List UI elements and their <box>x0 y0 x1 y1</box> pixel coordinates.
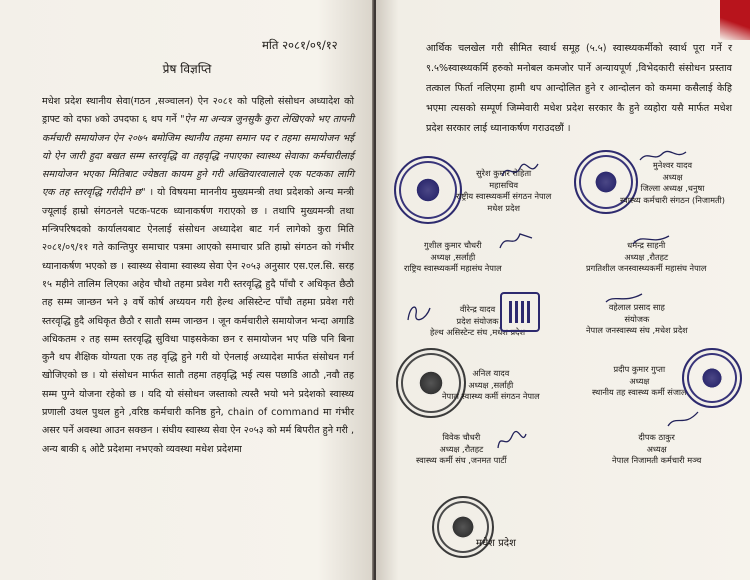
signatory-10-org: नेपाल निजामती कर्मचारी मञ्च <box>612 455 702 465</box>
signatory-7-org: नेपाल स्वास्थ्य कर्मी संगठन नेपाल <box>442 391 540 401</box>
body-before-quote: मधेश प्रदेश स्थानीय सेवा(गठन ,सञ्चालन) ऐन २०८१ को पहिलो संसोधन अध्यादेश को ड्राफ्ट को दफा ४को उपदफा ६ थप गर्ने " <box>42 96 354 126</box>
org-seal-5 <box>500 292 540 332</box>
signatory-3-role: अध्यक्ष ,सर्लाही <box>430 251 476 262</box>
signatory-10 <box>612 432 701 467</box>
signatory-1-name: सुरेश कुमार रोहिता <box>476 168 532 178</box>
press-release-title: प्रेष विज्ञप्ति <box>162 62 212 76</box>
signatory-4-org: प्रगतिशील जनस्वास्थ्यकर्मी महासंघ नेपाल <box>586 263 707 273</box>
signature-mark-5 <box>404 300 432 324</box>
signatory-3 <box>404 240 502 275</box>
signatory-4-name: धमेन्द्र साहनी <box>627 240 666 250</box>
signatory-3-name: गुशील कुमार चौधरी <box>424 240 482 250</box>
signature-mark-3 <box>496 228 536 252</box>
body-after-quote: " । यो विषयमा माननीय मुख्यमन्त्री तथा प्रदेशको अन्य मन्त्री ज्यूलाई हाम्रो संगठनले पटक-पटक ध्यानाकर्षण गराएको छ । तथापि मुख्यमन्त्री तथा मन्त्रिपरिषदको कार्यालयबाट ऐनलाई संसोधन अध्यादेश बाट गर्न लागेको कुरा मिति २०८१/०९/११ गते कान्तिपुर समाचार पत्रमा आएको समाचार प्रति हाम्रो संगठन को गंभीर ध्यानाकर्षण भएको छ । स्वास्थ्य सेवामा स्वास्थ्य सेवा ऐन २०५३ अनुसार एस.एल.सि. सरह १५ महीने तालिम लिएका अहेव चौथो तहमा प्रवेश गरी स्तरवृद्धि हुदै पाँचौ र अधिकृत छैठौ तह सम्म जान्छन भने ३ वर्षे कोर्ष अध्ययन गरी हेल्थ असिस्टेन्ट पाँचौ तहमा प्रवेश गरी स्तरवृद्धि हुदै अधिकृत छैठौ र सातौ सम्म जान्छन । जून कर्मचारीले समायोजन भन्दा अगाडि अधिकतम २ तह सम्म स्तरवृद्धि सुविधा पाइसकेका छन र समायोजन भए पछि पनि बिना कुनै थप शैक्षिक योग्यता एक तह वृद्धि हुने गरी यो ऐनलाई अध्यादेश मार्फत संसोधन गर्न खोजिएको छ । यो संसोधन मार्फत सातौ तहमा तहवृद्धि भई त्यस पछाडि आठौ ,नवौ तह सम्म पुग्ने योजना रहेको छ । यदि यो संसोधन जस्ताको त्यस्तै भयो भने प्रदेशको स्वास्थ्य प्रणाली उथल पुथल हुने ,वरिष्ठ कर्मचारी कनिष्ठ हुने, chain of command मा गंभीर असर पर्ने अवस्था आउन सक्छन । संघीय स्वास्थ्य सेवा ऐन २०५३ को मर्म बिपरीत हुने गरी , अन्य बाकी ६ ओटै प्रदेशमा नभएको व्यवस्था मधेश प्रदेशमा <box>42 187 354 455</box>
signatory-10-name: दीपक ठाकुर <box>638 432 675 442</box>
signatory-7-name: अनिल यादव <box>472 368 510 378</box>
body-quote: ऐन मा अन्यत्र जुनसुकै कुरा लेखिएको भए तापनी कर्मचारी समायोजन ऐन २०७५ बमोजिम स्थानीय तहमा समान पद र तहमा समायोजन भई यो ऐन जारी हुदा बखत सम्म स्तरवृद्धि वा तहवृद्धि नपाएका स्वास्थ्य सेवाका कर्मचारीलाई समायोजन भएका मितिबाट ज्येष्ठता कायम हुने गरी अख्तियारवालाले एक पटकका लागि एक तह स्तरवृद्धि गरीदीने छ <box>42 114 354 199</box>
signature-mark-9 <box>494 430 528 452</box>
signatory-9-name: विवेक चौधरी <box>442 432 481 442</box>
signatory-1-org: राष्ट्रीय स्वास्थ्यकर्मी संगठन नेपाल <box>456 191 552 201</box>
date-label: मति २०८१/०९/१२ <box>262 38 338 52</box>
signature-mark-2 <box>638 148 688 164</box>
org-seal-8 <box>682 348 742 408</box>
signatory-5-name: वीरेन्द्र यादव <box>459 304 496 314</box>
org-seal-1 <box>394 156 462 224</box>
signatory-2-role: अध्यक्ष <box>662 171 683 182</box>
signatory-6-name: वहेलाल प्रसाद साह <box>608 302 665 312</box>
left-page <box>0 0 374 580</box>
left-body-text <box>42 93 354 459</box>
signatory-5-role: प्रदेश संयोजक <box>456 315 499 326</box>
signatory-1-role: महासचिव <box>489 179 519 190</box>
right-page <box>376 0 750 580</box>
signatory-9-role: अध्यक्ष ,रौतहट <box>439 443 484 454</box>
signature-mark-4 <box>631 230 671 248</box>
signatory-6-org: नेपाल जनस्वास्थ्य संघ ,मधेश प्रदेश <box>586 325 688 335</box>
signatory-4-role: अध्यक्ष ,रौतहट <box>624 251 669 262</box>
right-body-text: आर्थिक चलखेल गरी सीमित स्वार्थ समूह (५.५) स्वास्थ्यकर्मीको स्वार्थ पूरा गर्ने र ९.५%स्वास्थ्यकर्मि हरुको मनोबल कमजोर पार्ने अन्यायपूर्ण ,विभेदकारी संसोधन प्रस्ताव तत्काल फिर्ता नलिएमा हामी थप आन्दोलित हुने र आन्दोलन को कममा कसैलाई केहि भएमा त्यसको सम्पूर्ण जिम्मेवारी मधेश प्रदेश सरकार कै हुने व्यहोरा यसै मार्फत मधेश प्रदेश सरकार लाई ध्यानाकर्षण गराउदछौं । <box>426 43 732 134</box>
signatory-2-org2: स्वास्थ्य कर्मचारी संगठन (निजामती) <box>620 194 725 205</box>
signatory-6 <box>586 302 688 337</box>
signatory-5-org: हेल्थ असिस्टेन्ट संघ ,मधेश प्रदेश <box>430 327 526 337</box>
signatory-3-org: राष्ट्रिय स्वास्थ्यकर्मी महासंघ नेपाल <box>404 263 502 273</box>
signatory-8 <box>592 364 687 399</box>
signatory-6-role: संयोजक <box>624 313 650 324</box>
bottom-stamp-label: मधेश प्रदेश <box>476 538 516 549</box>
signature-mark-6 <box>604 290 644 306</box>
signatory-2-name: मुनेश्वर यादव <box>652 160 693 170</box>
signatory-8-name: प्रदीप कुमार गुप्ता <box>613 364 666 374</box>
signatory-8-org: स्थानीय तह स्वास्थ्य कर्मी संजाल <box>592 387 687 397</box>
signatory-10-role: अध्यक्ष <box>646 443 667 454</box>
signatory-8-role: अध्यक्ष <box>629 375 650 386</box>
signatory-9-org: स्वास्थ्य कर्मी संघ ,जनमत पार्टी <box>416 455 507 465</box>
signatory-7-role: अध्यक्ष ,सर्लाही <box>468 379 514 390</box>
signature-mark-10 <box>666 410 700 430</box>
signatory-2-org: जिल्ला अध्यक्ष ,धनुषा <box>640 183 705 193</box>
signature-mark-1 <box>500 160 540 182</box>
red-cover-edge <box>720 0 750 40</box>
signatory-1-org2: मधेश प्रदेश <box>487 202 521 213</box>
signatory-2 <box>620 160 725 206</box>
signatory-7 <box>442 368 540 403</box>
